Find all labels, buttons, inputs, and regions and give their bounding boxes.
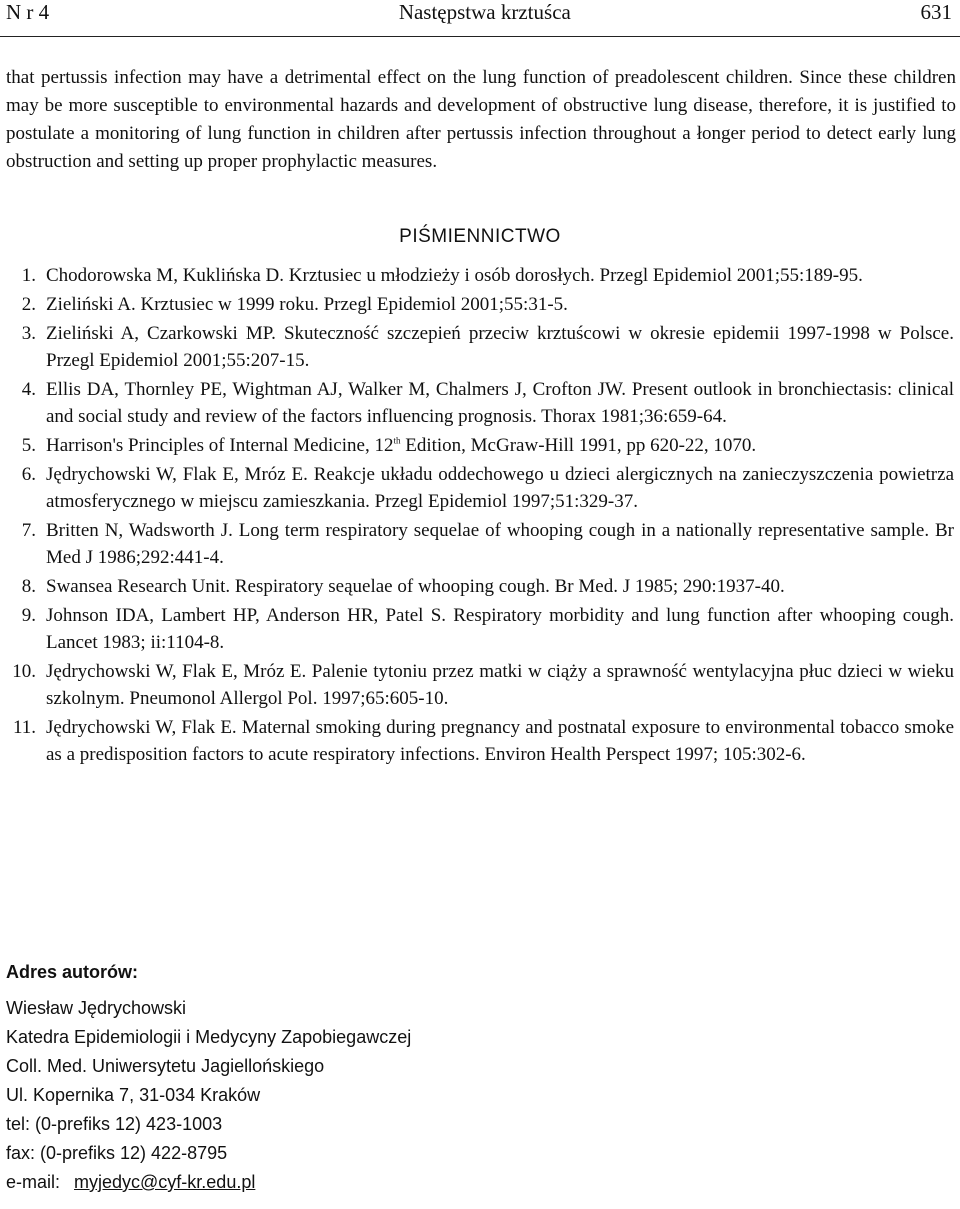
reference-number: 7. bbox=[21, 520, 36, 541]
reference-text: Swansea Research Unit. Respiratory seąuelae of whooping cough. Br Med. J 1985; 290:1937-40. bbox=[46, 576, 785, 597]
reference-number: 11. bbox=[12, 717, 36, 738]
reference-text: Ellis DA, Thornley PE, Wightman AJ, Walker M, Chalmers J, Crofton JW. Present outlook in bronchiectasis: clinical and social study and review of the factors influencing prognosis. Thorax 1981;36:659-64. bbox=[46, 379, 954, 427]
reference-item bbox=[0, 573, 960, 600]
reference-item bbox=[0, 461, 960, 515]
reference-number: 9. bbox=[21, 605, 36, 626]
references-list bbox=[0, 262, 960, 770]
reference-text: Chodorowska M, Kuklińska D. Krztusiec u młodzieży i osób dorosłych. Przegl Epidemiol 2001;55:189-95. bbox=[46, 265, 863, 286]
reference-item bbox=[0, 602, 960, 656]
reference-item bbox=[0, 262, 960, 289]
reference-number: 6. bbox=[21, 464, 36, 485]
header-rule bbox=[0, 36, 960, 37]
department: Katedra Epidemiologii i Medycyny Zapobiegawczej bbox=[6, 1027, 412, 1047]
email-link[interactable]: myjedyc@cyf-kr.edu.pl bbox=[74, 1172, 256, 1192]
reference-text: Britten N, Wadsworth J. Long term respiratory sequelae of whooping cough in a nationally representative sample. Br Med J 1986;292:441-4. bbox=[46, 520, 954, 568]
reference-item bbox=[0, 320, 960, 374]
reference-number: 2. bbox=[21, 294, 36, 315]
email-label: e-mail: bbox=[6, 1172, 61, 1192]
address-title: Adres autorów: bbox=[6, 962, 139, 982]
reference-number: 1. bbox=[21, 265, 36, 286]
superscript: th bbox=[393, 435, 401, 446]
reference-item bbox=[0, 291, 960, 318]
reference-number: 10. bbox=[12, 661, 36, 682]
author-address bbox=[6, 960, 411, 1197]
street-address: Ul. Kopernika 7, 31-034 Kraków bbox=[6, 1085, 261, 1105]
reference-text-before: Harrison's Principles of Internal Medicine, 12 bbox=[46, 435, 394, 456]
reference-text: Zieliński A, Czarkowski MP. Skuteczność szczepień przeciw krztuścowi w okresie epidemii 1997-1998 w Polsce. Przegl Epidemiol 2001;55:207-15. bbox=[46, 323, 954, 371]
page-number: 631 bbox=[920, 0, 952, 24]
reference-text: Jędrychowski W, Flak E, Mróz E. Palenie tytoniu przez matki w ciąży a sprawność wentylacyjna płuc dzieci w wieku szkolnym. Pneumonol Allergol Pol. 1997;65:605-10. bbox=[46, 661, 954, 709]
reference-text: Jędrychowski W, Flak E, Mróz E. Reakcje układu oddechowego u dzieci alergicznych na zanieczyszczenia powietrza atmosferycznego w miejscu zamieszkania. Przegl Epidemiol 1997;51:329-37. bbox=[46, 464, 954, 512]
phone: tel: (0-prefiks 12) 423-1003 bbox=[6, 1114, 223, 1134]
reference-number: 5. bbox=[21, 435, 36, 456]
references-heading: PIŚMIENNICTWO bbox=[399, 226, 561, 247]
reference-number: 8. bbox=[21, 576, 36, 597]
reference-text: Zieliński A. Krztusiec w 1999 roku. Przegl Epidemiol 2001;55:31-5. bbox=[46, 294, 568, 315]
body-paragraph: that pertussis infection may have a detrimental effect on the lung function of preadolescent children. Since these children may be more susceptible to environmental hazards and development of obstructive lung disease, therefore, it is justified to postulate a monitoring of lung function in children after pertussis infection throughout a łonger period to detect early lung obstruction and setting up proper prophylactic measures. bbox=[6, 67, 956, 172]
reference-item bbox=[0, 517, 960, 571]
journal-issue: N r 4 bbox=[6, 0, 50, 24]
author-name: Wiesław Jędrychowski bbox=[6, 998, 187, 1018]
reference-text-after: Edition, McGraw-Hill 1991, pp 620-22, 1070. bbox=[400, 435, 757, 456]
reference-item bbox=[0, 658, 960, 712]
reference-item bbox=[0, 432, 960, 459]
reference-text: Jędrychowski W, Flak E. Maternal smoking during pregnancy and postnatal exposure to environmental tobacco smoke as a predisposition factors to acute respiratory infections. Environ Health Perspect 1997; 105:302-6. bbox=[46, 717, 954, 765]
reference-text bbox=[46, 435, 756, 456]
email-row bbox=[6, 1168, 411, 1197]
reference-number: 4. bbox=[21, 379, 36, 400]
reference-item bbox=[0, 714, 960, 768]
running-title: Następstwa krztuśca bbox=[398, 0, 571, 24]
page-header bbox=[6, 0, 952, 30]
reference-number: 3. bbox=[21, 323, 36, 344]
reference-text: Johnson IDA, Lambert HP, Anderson HR, Patel S. Respiratory morbidity and lung function after whooping cough. Lancet 1983; ii:1104-8. bbox=[46, 605, 954, 653]
fax: fax: (0-prefiks 12) 422-8795 bbox=[6, 1143, 228, 1163]
reference-item bbox=[0, 376, 960, 430]
university: Coll. Med. Uniwersytetu Jagiellońskiego bbox=[6, 1056, 325, 1076]
